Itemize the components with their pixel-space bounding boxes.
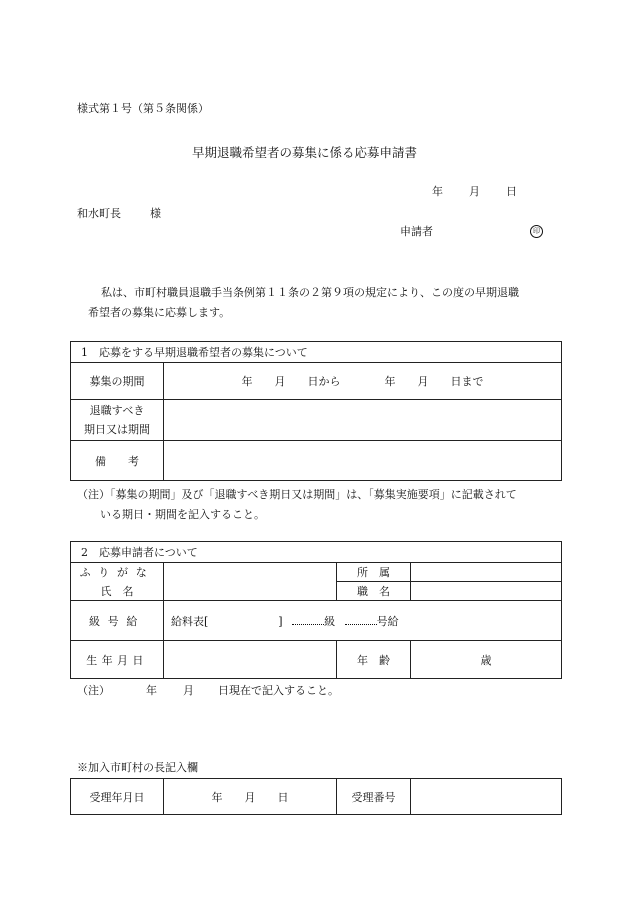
seal-icon: 印 [530, 225, 543, 238]
furigana-label [71, 563, 164, 582]
retire-date-field[interactable] [164, 400, 562, 441]
birth-field[interactable] [164, 641, 337, 679]
section1-table [70, 341, 562, 481]
age-suffix: 歳 [480, 653, 492, 667]
section3-header: ※加入市町村の長記入欄 [77, 761, 198, 774]
salary-field[interactable] [164, 601, 562, 641]
receipt-number-label: 受理番号 [337, 779, 411, 815]
salary-table-text: 給料表[ [171, 614, 209, 628]
salary-label: 級号給 [71, 601, 164, 641]
body-line-2: 希望者の募集に応募します。 [88, 306, 231, 319]
step-suffix: 号給 [376, 614, 399, 628]
section2-header: 2 応募申請者について [71, 542, 562, 563]
remarks-label: 備 考 [71, 441, 164, 481]
date-month: 月 [469, 185, 480, 198]
name-label: 氏 名 [71, 582, 164, 601]
name-field[interactable] [164, 563, 337, 601]
received-date-value[interactable]: 年 月 日 [164, 779, 337, 815]
position-field[interactable] [411, 582, 562, 601]
affiliation-label: 所 属 [337, 563, 411, 582]
section2-note-month: 月 [183, 684, 194, 697]
age-label: 年 齢 [337, 641, 411, 679]
addressee-honorific: 様 [150, 207, 161, 220]
section2-note-prefix: （注） [77, 684, 110, 697]
birth-label: 生年月日 [71, 641, 164, 679]
period-label: 募集の期間 [71, 363, 164, 400]
date-day: 日 [506, 185, 517, 198]
addressee-name: 和水町長 [77, 207, 121, 220]
period-value[interactable]: 年 月 日から 年 月 日まで [164, 363, 562, 400]
receipt-number-field[interactable] [411, 779, 562, 815]
form-number: 様式第１号（第５条関係） [77, 102, 209, 115]
section2-table [70, 541, 562, 679]
section2-note [77, 682, 339, 698]
page-title: 早期退職希望者の募集に係る応募申請書 [192, 145, 418, 160]
applicant-label: 申請者 [400, 225, 433, 238]
position-label: 職 名 [337, 582, 411, 601]
section1-header: 1 応募をする早期退職希望者の募集について [71, 342, 562, 363]
remarks-field[interactable] [164, 441, 562, 481]
age-field[interactable] [411, 641, 562, 679]
date-year: 年 [432, 185, 443, 198]
seal-mark [530, 223, 543, 238]
received-date-label: 受理年月日 [71, 779, 164, 815]
furigana-text: ふりがな [79, 566, 155, 580]
salary-bracket-close: ] [278, 614, 283, 628]
grade-suffix: 級 [324, 614, 336, 628]
affiliation-field[interactable] [411, 563, 562, 582]
section2-note-year: 年 [146, 684, 157, 697]
section3-table [70, 778, 562, 815]
retire-date-label [71, 400, 164, 441]
body-line-1: 私は、市町村職員退職手当条例第１１条の２第９項の規定により、この度の早期退職 [101, 286, 519, 299]
section1-note-1: （注）「募集の期間」及び「退職すべき期日又は期間」は、「募集実施要項」に記載されて [77, 488, 517, 501]
retire-label-line2: 期日又は期間 [84, 423, 150, 436]
section2-note-text: 日現在で記入すること。 [218, 684, 339, 697]
grade-blank[interactable] [292, 616, 324, 625]
step-blank[interactable] [345, 616, 377, 625]
retire-label-line1: 退職すべき [89, 404, 145, 417]
section1-note-2: いる期日・期間を記入すること。 [100, 508, 265, 521]
